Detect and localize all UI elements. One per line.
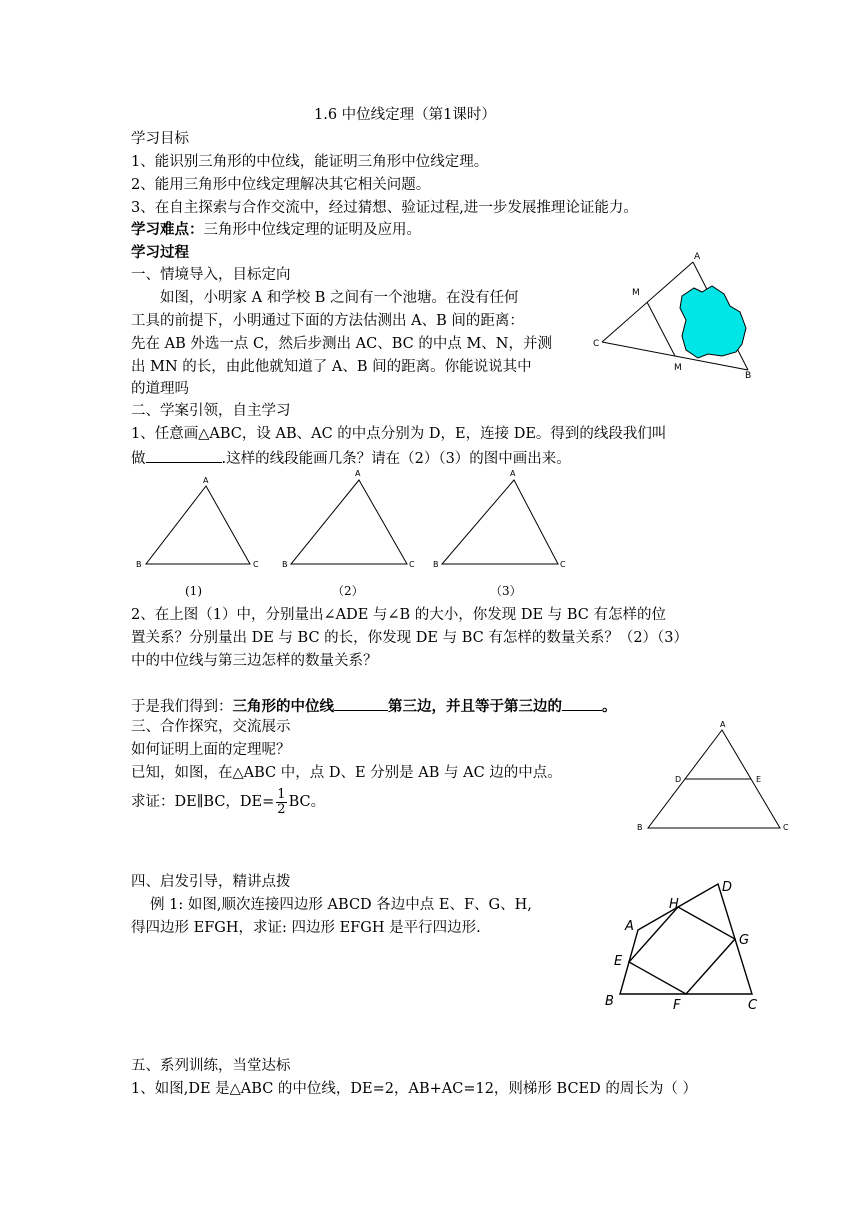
section4-line2: 得四边形 EFGH，求证: 四边形 EFGH 是平行四边形.: [131, 920, 481, 936]
triangle-figure-2: [281, 466, 421, 576]
label-b: B: [433, 560, 439, 569]
conclusion-end: 。: [602, 699, 617, 715]
label-a: A: [510, 469, 516, 478]
label-c: C: [748, 998, 758, 1013]
conclusion-line: [131, 694, 617, 718]
section1-line: 如图，小明家 A 和学校 B 之间有一个池塘。在没有任何: [160, 290, 519, 306]
section4-line1: 例 1: 如图,顺次连接四边形 ABCD 各边中点 E、F、G、H,: [150, 897, 532, 913]
section3-given: 已知，如图，在△ABC 中，点 D、E 分别是 AB 与 AC 边的中点。: [131, 765, 562, 781]
section3-prove: [131, 786, 325, 818]
goal-item: 2、能用三角形中位线定理解决其它相关问题。: [131, 177, 431, 193]
triangle-3: [442, 480, 558, 564]
label-d: D: [675, 775, 682, 784]
section1-line: 出 MN 的长，由此他就知道了 A、B 间的距离。你能说说其中: [131, 359, 532, 375]
conclusion-pre: 于是我们得到：: [131, 699, 233, 715]
section2-q1-line1: 1、任意画△ABC，设 AB、AC 的中点分别为 D，E，连接 DE。得到的线段我们叫: [131, 426, 667, 442]
q1-post: .这样的线段能画几条？请在（2）（3）的图中画出来。: [221, 451, 571, 467]
label-b: B: [282, 560, 288, 569]
goal-item: 3、在自主探索与合作交流中，经过猜想、验证过程,进一步发展推理论证能力。: [131, 200, 638, 216]
label-a: A: [625, 919, 634, 934]
section2-heading: 二、学案引领，自主学习: [131, 403, 291, 419]
difficulty-label: 学习难点：: [131, 222, 204, 238]
label-e: E: [756, 775, 762, 784]
midline-figure: [634, 720, 794, 835]
section1-line: 工具的前提下，小明通过下面的方法估测出 A、B 间的距离：: [131, 313, 524, 329]
goals-heading: 学习目标: [131, 131, 189, 147]
label-c: C: [409, 560, 415, 569]
triangle-1: [146, 486, 250, 564]
quadrilateral-figure: [600, 872, 770, 1012]
label-a: A: [720, 720, 726, 729]
fraction-one-half: [276, 788, 286, 817]
label-d: D: [722, 880, 733, 895]
section2-q2-line: 置关系？分别量出 DE 与 BC 的长，你发现 DE 与 BC 有怎样的数量关系？（2）（3）: [131, 630, 689, 646]
conclusion-part2: 第三边，并且等于第三边的: [388, 699, 562, 715]
fraction-denominator: 2: [277, 801, 286, 817]
label-m-top: M: [632, 288, 640, 298]
label-a: A: [203, 476, 209, 485]
fraction-numerator: 1: [277, 786, 286, 802]
label-c: C: [560, 560, 566, 569]
section5-q1: 1、如图,DE 是△ABC 的中位线，DE=2，AB+AC=12，则梯形 BCED 的周长为（ ）: [131, 1081, 697, 1097]
section3-question: 如何证明上面的定理呢？: [131, 742, 291, 758]
triangle-figure-3: [432, 466, 572, 576]
caption-1: (1): [185, 584, 202, 598]
quadrilateral-abcd: [620, 884, 752, 994]
page-title: 1.6 中位线定理（第1课时）: [314, 107, 496, 123]
conclusion-part1: 三角形的中位线: [232, 699, 334, 715]
process-heading: 学习过程: [131, 245, 189, 261]
label-c: C: [253, 560, 259, 569]
pond-figure: [590, 248, 770, 383]
difficulty-text: 三角形中位线定理的证明及应用。: [203, 222, 421, 238]
triangle-figure-1: [136, 476, 266, 576]
section5-heading: 五、系列训练，当堂达标: [131, 1058, 291, 1074]
caption-3: （3）: [490, 584, 522, 598]
prove-post: BC。: [288, 794, 326, 810]
section1-line: 的道理吗: [131, 381, 189, 397]
section2-q2-line: 2、在上图（1）中，分别量出∠ADE 与∠B 的大小，你发现 DE 与 BC 有怎样的位: [131, 607, 666, 623]
conclusion-blank-1[interactable]: [334, 694, 388, 711]
label-b: B: [637, 823, 643, 832]
prove-pre: 求证：DE∥BC，DE=: [131, 794, 275, 810]
difficulty-line: [131, 219, 421, 241]
section1-heading: 一、情境导入，目标定向: [131, 267, 291, 283]
quadrilateral-efgh: [629, 907, 735, 994]
label-b: B: [605, 994, 614, 1009]
conclusion-blank-2[interactable]: [562, 694, 602, 711]
pond-shape: [680, 286, 746, 358]
label-f: F: [673, 998, 681, 1013]
label-c: C: [593, 339, 600, 349]
line-mn: [647, 302, 675, 356]
caption-2: （2）: [332, 584, 364, 598]
label-a: A: [355, 469, 361, 478]
label-e: E: [614, 954, 623, 969]
label-b: B: [136, 560, 142, 569]
label-c: C: [783, 823, 789, 832]
section3-heading: 三、合作探究，交流展示: [131, 719, 291, 735]
section4-heading: 四、启发引导，精讲点拨: [131, 874, 291, 890]
section1-line: 先在 AB 外选一点 C，然后步测出 AC、BC 的中点 M、N，并测: [131, 336, 552, 352]
goal-item: 1、能识别三角形的中位线，能证明三角形中位线定理。: [131, 154, 489, 170]
label-m-bottom: M: [674, 363, 682, 373]
label-a: A: [694, 252, 701, 262]
triangle-2: [291, 480, 407, 564]
answer-blank[interactable]: [146, 446, 222, 463]
label-b: B: [745, 371, 752, 381]
section2-q2-line: 中的中位线与第三边怎样的数量关系？: [131, 653, 378, 669]
q1-pre: 做: [131, 451, 146, 467]
label-h: H: [669, 897, 679, 912]
label-g: G: [739, 933, 750, 948]
